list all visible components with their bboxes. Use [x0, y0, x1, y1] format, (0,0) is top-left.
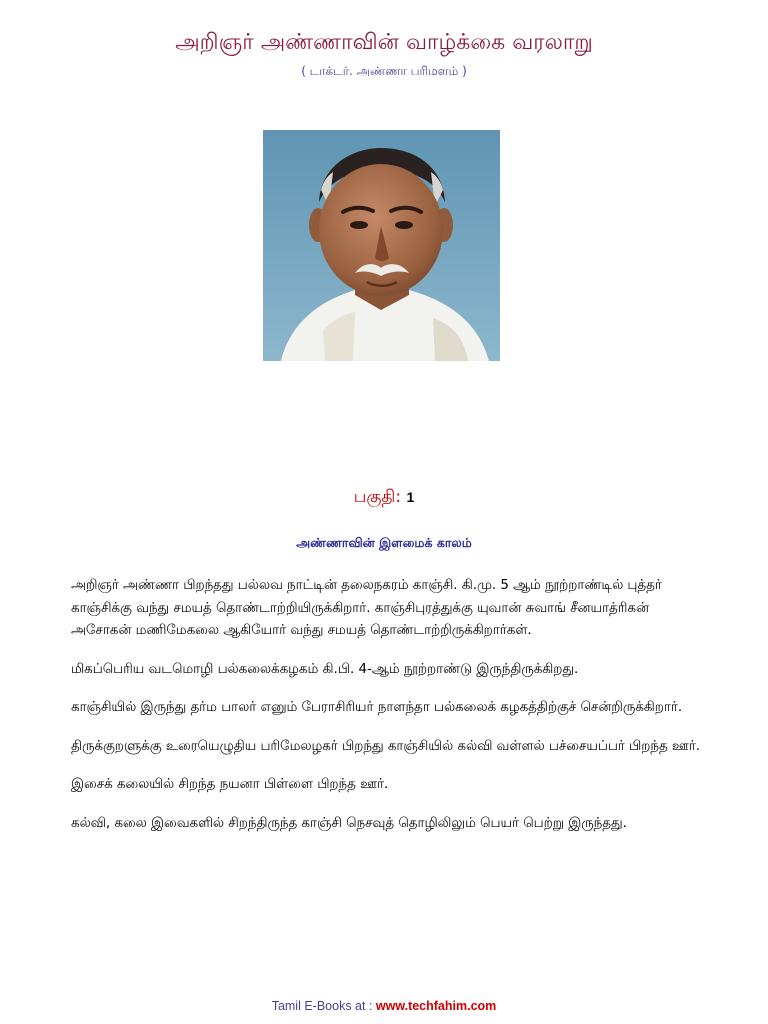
body-text [71, 575, 703, 851]
chapter-number: 1 [406, 489, 415, 505]
chapter-heading [0, 487, 768, 509]
footer-label: Tamil E-Books at : [271, 999, 376, 1013]
section-title: அண்ணாவின் இளமைக் காலம் [296, 535, 472, 550]
paragraph: இசைக் கலையில் சிறந்த நயனா பிள்ளை பிறந்த ஊர். [71, 777, 389, 792]
paragraph: காஞ்சியில் இருந்து தர்ம பாலர் எனும் பேராசிரியர் நாளந்தா பல்கலைக் கழகத்திற்குச் சென்றிருக்கிறார். [71, 700, 683, 715]
page-title: அறிஞர் அண்ணாவின் வாழ்க்கை வரலாறு [175, 30, 593, 55]
footer-link[interactable]: www.techfahim.com [375, 999, 497, 1013]
paragraph: மிகப்பெரிய வடமொழி பல்கலைக்கழகம் கி.பி. 4-ஆம் நூற்றாண்டு இருந்திருக்கிறது. [71, 661, 579, 677]
paragraph: திருக்குறளுக்கு உரையெழுதிய பரிமேலழகர் பிறந்து காஞ்சியில் கல்வி வள்ளல் பச்சையப்பர் பிறந்த ஊர். [71, 738, 701, 754]
author-subtitle: ( டாக்டர். அண்ணா பரிமளம் ) [301, 64, 467, 78]
portrait-photo [263, 130, 500, 361]
paragraph: அறிஞர் அண்ணா பிறந்தது பல்லவ நாட்டின் தலைநகரம் காஞ்சி. கி.மு. 5 ஆம் நூற்றாண்டில் புத்தர் காஞ்சிக்கு வந்து சமயத் தொண்டாற்றியிருக்கிறார். காஞ்சிபுரத்துக்கு யுவான் சுவாங் சீனயாத்ரிகன் அசோகன் மணிமேகலை ஆகியோர் வந்து சமயத் தொண்டாற்றிருக்கிறார்கள். [71, 578, 662, 638]
footer [0, 999, 768, 1013]
chapter-label: பகுதி: [353, 487, 402, 507]
paragraph: கல்வி, கலை இவைகளில் சிறந்திருந்த காஞ்சி நெசவுத் தொழிலிலும் பெயர் பெற்று இருந்தது. [71, 815, 627, 831]
